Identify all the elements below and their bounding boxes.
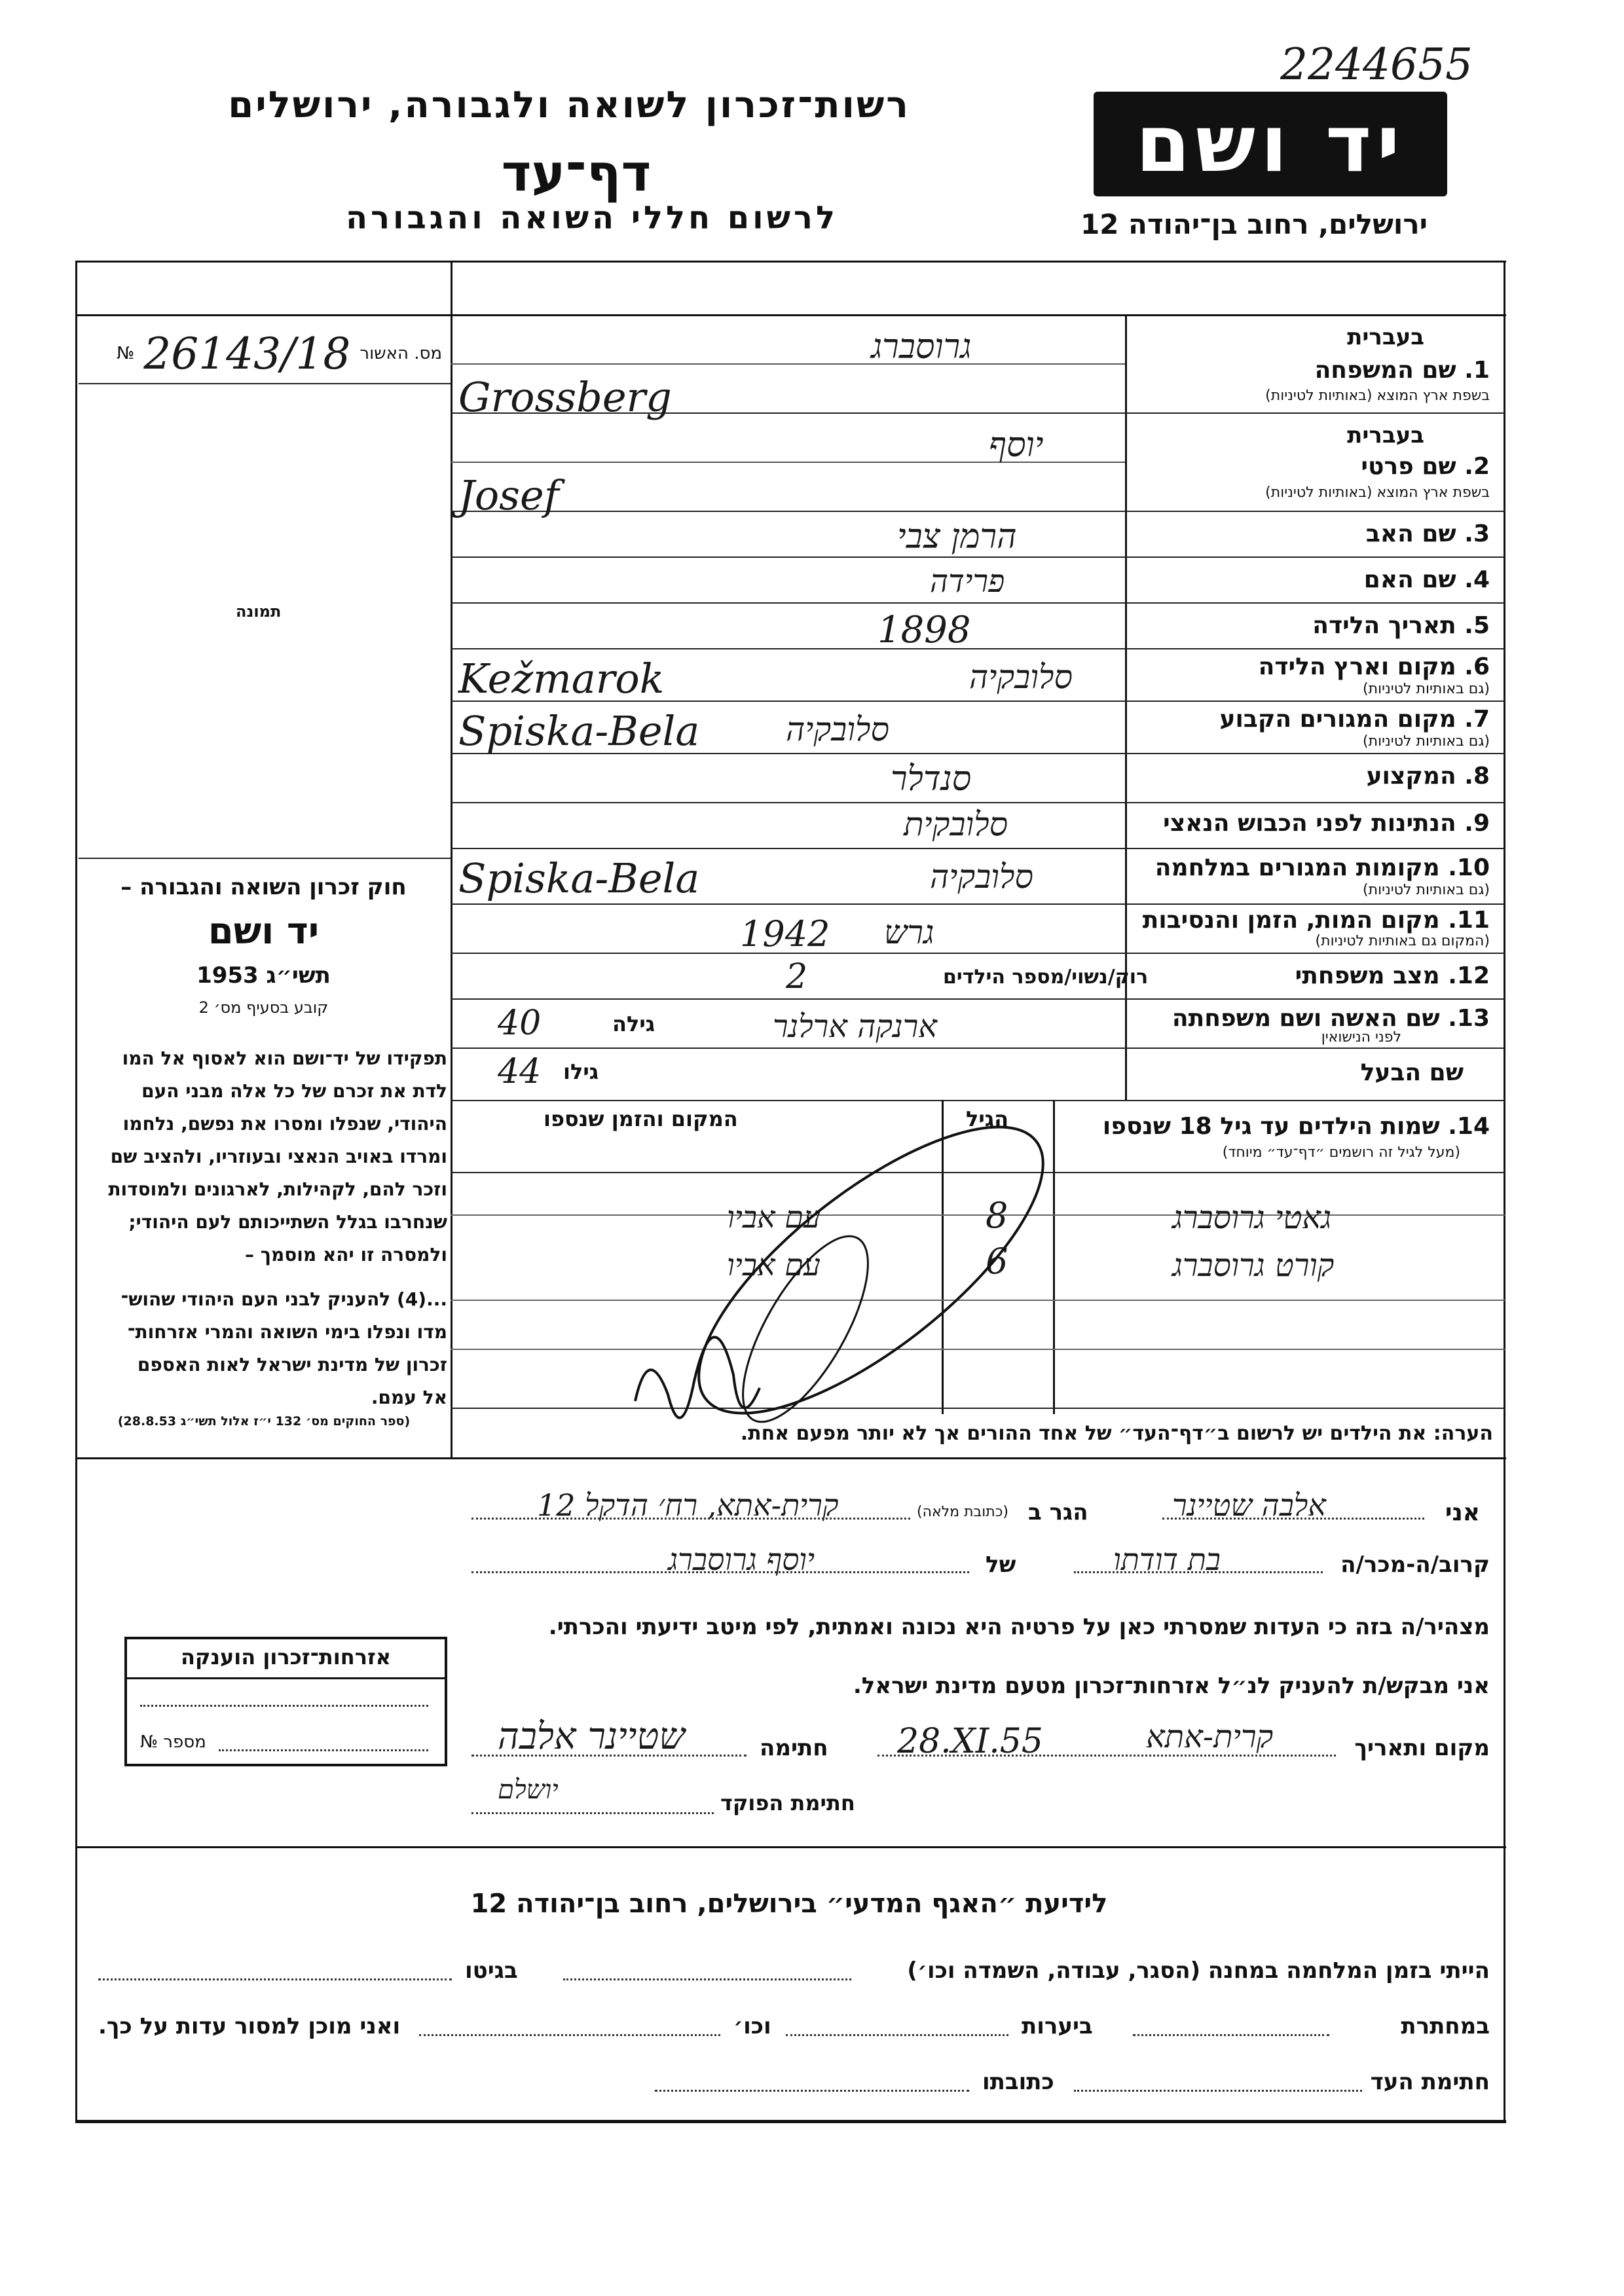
row-10-label-text: מקומות המגורים במלחמה — [1154, 854, 1440, 881]
row-4-num: 4. — [1464, 566, 1490, 593]
officer-line — [471, 1812, 714, 1814]
row-12-label — [1295, 962, 1490, 989]
residence-latin: Spiska-Bela — [458, 707, 700, 755]
row-5-label — [1312, 612, 1490, 639]
row-sep — [451, 903, 1505, 905]
row-5-label-text: תאריך הלידה — [1312, 612, 1456, 639]
witness-address-label: כתובתו — [982, 2069, 1054, 2095]
wife-name: ארנקה ארלנר — [773, 1008, 938, 1045]
row-9-num: 9. — [1464, 810, 1490, 837]
row-2-label-text: שם פרטי — [1361, 453, 1456, 480]
signature-line — [471, 1755, 747, 1757]
citizenship: סלובקית — [904, 805, 1008, 843]
row-sub-sep — [451, 363, 1125, 365]
row-6-sub: (גם באותיות לטיניות) — [1363, 681, 1490, 697]
of-label: של — [986, 1552, 1016, 1578]
place-date-line — [877, 1755, 1336, 1757]
surname-latin: Grossberg — [458, 373, 672, 421]
row-4-label — [1364, 566, 1490, 593]
cert-no-label: מס. האשור — [360, 344, 442, 363]
handwritten-oval — [719, 1218, 892, 1439]
witness-signature-line — [1074, 2090, 1362, 2092]
row-8-num: 8. — [1464, 763, 1490, 790]
children-num: 14. — [1448, 1113, 1490, 1140]
declarant-name: אלבה שטיינר — [1172, 1487, 1326, 1523]
address-hint: (כתובת מלאה) — [917, 1504, 1008, 1520]
child-place: עם אביו — [727, 1247, 821, 1283]
citizenship-number-line — [219, 1749, 428, 1751]
sidebar-divider — [451, 261, 452, 1459]
law-clause: קובע בסעיף מס׳ 2 — [198, 998, 329, 1017]
address-line — [471, 1518, 910, 1520]
row-1-label — [1315, 357, 1490, 384]
row-sep — [451, 848, 1505, 849]
citizenship-box-title: אזרחות־זכרון הוענקה — [127, 1639, 445, 1679]
row-13-label-text: שם האשה ושם משפחתה — [1172, 1005, 1440, 1032]
deceased-name-ref: יוסף גרוסברג — [668, 1542, 815, 1577]
law-text-line: שנחרבו בגלל השתייכותם לעם היהודי; — [128, 1211, 447, 1233]
declaration-statement: מצהיר/ה בזה כי העדות שמסרתי כאן על פרטיה היא נכונה ואמתית, לפי מיטב ידיעתי והכרתי. — [548, 1614, 1490, 1640]
authority-line: רשות־זכרון לשואה ולגבורה, ירושלים — [228, 84, 910, 126]
testimony-statement: ואני מוכן למסור עדות על כך. — [98, 2013, 401, 2039]
row-1-lang: בעברית — [1347, 324, 1424, 350]
declarant-address: קרית-אתא, רח׳ הדקל 12 — [537, 1487, 839, 1523]
law-text-line: לדת את זכרם של כל אלה מבני העם — [141, 1080, 447, 1102]
row-sep — [451, 511, 1505, 512]
date-value: 28.XI.55 — [897, 1722, 1043, 1761]
given-name-hebrew: יוסף — [989, 426, 1044, 465]
row-10-num: 10. — [1448, 854, 1490, 881]
row-sep — [451, 648, 1505, 649]
death-place: גרש — [884, 913, 934, 951]
mother-name: פרידה — [930, 563, 1005, 600]
row-9-label — [1163, 810, 1490, 837]
given-name-latin: Josef — [458, 471, 559, 519]
children-count: 2 — [786, 957, 808, 996]
form-subtitle: לרשום חללי השואה והגבורה — [346, 200, 838, 236]
cert-no-value: 26143/18 — [143, 328, 351, 379]
row-8-label — [1367, 763, 1490, 790]
frame-bottom — [75, 2120, 1506, 2123]
row-11-sub: (המקום גם באותיות לטיניות) — [1315, 933, 1490, 949]
row-11-label-text: מקום המות, הזמן והנסיבות — [1142, 907, 1440, 934]
row-12-num: 12. — [1448, 962, 1490, 989]
form-title: דף־עד — [501, 144, 652, 203]
law-title: חוק זכרון השואה והגבורה – — [120, 874, 407, 900]
row-1-num: 1. — [1464, 357, 1490, 384]
wartime-residence-latin: Spiska-Bela — [458, 854, 700, 902]
marital-status-options: רוק/נשוי/מספר הילדים — [943, 966, 1149, 989]
row-11-label — [1143, 907, 1490, 934]
institution-address: ירושלים, רחוב בן־יהודה 12 — [1080, 208, 1428, 240]
archive-stamp-number: 2244655 — [1280, 39, 1473, 90]
cert-no-underline — [79, 383, 451, 384]
photo-box-bottom — [79, 858, 451, 859]
frame-top-inner — [75, 314, 1506, 316]
row-6-label-text: מקום וארץ הלידה — [1258, 653, 1456, 680]
signature-value: שטיינר אלבה — [498, 1715, 685, 1758]
officer-signature: יושלם — [498, 1775, 559, 1805]
law-text-line: אל עמם. — [371, 1387, 447, 1408]
row-13-sub: לפני הנישואין — [1321, 1029, 1401, 1046]
row-3-label-text: שם האב — [1365, 520, 1456, 547]
footer-top-line — [75, 1846, 1506, 1848]
declarant-name-line — [1162, 1518, 1424, 1520]
father-name: הרמן צבי — [897, 517, 1017, 556]
row-12-label-text: מצב משפחתי — [1295, 962, 1440, 989]
birth-date: 1898 — [877, 609, 971, 651]
row-7-label-text: מקום המגורים הקבוע — [1219, 706, 1456, 733]
citizenship-box-line — [140, 1705, 428, 1707]
law-text-line: תפקידו של יד־ושם הוא לאסוף אל המו — [122, 1048, 447, 1069]
law-text — [84, 1042, 447, 1414]
citizenship-box — [124, 1637, 447, 1766]
law-text-line: ולמסרה זו יהא מוסמך – — [245, 1244, 447, 1266]
etc-label: וכו׳ — [733, 2013, 771, 2039]
row-2-lang: בעברית — [1347, 422, 1424, 448]
profession: סנדלר — [891, 759, 972, 799]
row-10-sub: (גם באותיות לטיניות) — [1363, 882, 1490, 898]
law-text-line: מדו ונפלו בימי השואה והמרי אזרחות־ — [127, 1321, 447, 1343]
etc-line — [419, 2034, 720, 2036]
row-7-sub: (גם באותיות לטיניות) — [1363, 733, 1490, 750]
relation-label: קרוב/ה-מכר/ה — [1340, 1552, 1490, 1578]
underground-line — [1133, 2034, 1329, 2036]
law-year: תשי״ג 1953 — [196, 962, 331, 989]
yad-vashem-logo — [1094, 92, 1447, 196]
row-7-num: 7. — [1464, 706, 1490, 733]
witness-address-line — [655, 2090, 969, 2092]
declaration-request: אני מבקש/ת להעניק לנ״ל אזרחות־זכרון מטעם מדינת ישראל. — [853, 1673, 1490, 1699]
children-note: הערה: את הילדים יש לרשום ב״דף־העד״ של אחד ההורים אך לא יותר מפעם אחת. — [740, 1422, 1493, 1445]
photo-placeholder-label: תמונה — [236, 602, 282, 621]
row-13-label — [1172, 1005, 1490, 1032]
row-7-label — [1220, 706, 1490, 733]
row-9-label-text: הנתינות לפני הכבוש הנאצי — [1163, 810, 1456, 837]
handwritten-scribble — [635, 1337, 760, 1417]
husband-age-label: גילו — [563, 1059, 599, 1084]
child-age: 6 — [986, 1241, 1008, 1282]
row-sep — [451, 556, 1505, 558]
row-2-num: 2. — [1464, 453, 1490, 480]
children-label-text: שמות הילדים עד גיל 18 שנספו — [1102, 1113, 1440, 1140]
logo-text: יד ושם — [1135, 98, 1405, 190]
cert-no-suffix: № — [117, 344, 135, 363]
signature-label: חתימה — [760, 1735, 828, 1761]
place-date-label: מקום ותאריך — [1354, 1735, 1490, 1761]
law-text-line: וזכר להם, לקהילות, לארגונים ולמוסדות — [108, 1178, 447, 1200]
witness-signature-label: חתימת העד — [1370, 2069, 1490, 2095]
residence-hebrew: סלובקיה — [786, 710, 889, 748]
law-text-line: ...(4) להעניק לבני העם היהודי שהוש־ — [120, 1288, 447, 1310]
camp-label: הייתי בזמן המלחמה במחנה (הסגר, עבודה, השמדה וכו׳) — [907, 1958, 1490, 1984]
row-sep — [451, 1100, 1505, 1101]
row-3-num: 3. — [1464, 520, 1490, 547]
certificate-number-row — [85, 328, 442, 379]
law-text-line: ומרדו באויב הנאצי ובעוזריו, ולהציב שם — [110, 1146, 447, 1167]
row-sep — [451, 802, 1505, 803]
declaration-i-label: אני — [1445, 1499, 1480, 1526]
of-line — [471, 1571, 969, 1573]
row-10-label — [1155, 854, 1490, 881]
husband-label: שם הבעל — [1360, 1059, 1464, 1086]
child-name: קורט גרוסברג — [1172, 1247, 1335, 1284]
row-6-label — [1259, 653, 1490, 680]
child-age: 8 — [986, 1195, 1008, 1236]
death-year: 1942 — [740, 913, 830, 955]
row-13-num: 13. — [1448, 1005, 1490, 1032]
birthplace-hebrew: סלובקיה — [969, 658, 1073, 696]
handwritten-ovals — [589, 1113, 1179, 1506]
row-1-sub: בשפת ארץ המוצא (באותיות לטיניות) — [1265, 388, 1490, 404]
wife-age: 40 — [498, 1004, 542, 1043]
law-reference: (ספר החוקים מס׳ 132 י״ז אלול תשי״ג 28.8.53) — [117, 1414, 411, 1429]
handwritten-oval — [657, 1113, 1084, 1461]
ghetto-line — [98, 1978, 452, 1980]
officer-label: חתימת הפוקד — [720, 1791, 855, 1815]
place-value: קרית-אתא — [1146, 1719, 1274, 1755]
wartime-residence-hebrew: סלובקיה — [930, 858, 1033, 896]
row-4-label-text: שם האם — [1363, 566, 1456, 593]
forests-label: ביערות — [1022, 2013, 1093, 2039]
row-1-label-text: שם המשפחה — [1314, 357, 1456, 384]
footer-title: לידיעת ״האגף המדעי״ בירושלים, רחוב בן־יהודה 12 — [470, 1889, 1108, 1919]
husband-age: 44 — [498, 1052, 542, 1091]
underground-label: במחתרת — [1401, 2013, 1490, 2039]
row-11-num: 11. — [1448, 907, 1490, 934]
row-8-label-text: המקצוע — [1366, 763, 1456, 790]
children-place-header: המקום והזמן שנספו — [544, 1106, 738, 1131]
row-6-num: 6. — [1464, 653, 1490, 680]
citizenship-box-number: מספר № — [140, 1732, 206, 1752]
surname-hebrew: גרוסברג — [871, 327, 972, 367]
wife-age-label: גילה — [612, 1011, 655, 1036]
law-name: יד ושם — [208, 910, 320, 953]
frame-left — [75, 261, 77, 2123]
row-3-label — [1366, 520, 1490, 547]
children-sub: (מעל לגיל זה רושמים ״דף־עד״ מיוחד) — [1222, 1144, 1460, 1161]
row-2-label — [1361, 453, 1490, 480]
row-5-num: 5. — [1464, 612, 1490, 639]
row-sep — [451, 998, 1505, 1000]
resides-label: הגר ב — [1028, 1499, 1088, 1525]
birthplace-latin: Kežmarok — [458, 655, 665, 702]
camp-line — [563, 1978, 851, 1980]
relation-value: בת דודתו — [1113, 1542, 1221, 1577]
row-2-sub: בשפת ארץ המוצא (באותיות לטיניות) — [1265, 484, 1490, 501]
relation-line — [1074, 1571, 1323, 1573]
child-place: עם אביו — [727, 1199, 821, 1235]
children-age-header: הגיל — [966, 1106, 1009, 1131]
frame-right — [1504, 261, 1505, 2123]
row-sep — [451, 953, 1505, 954]
law-text-line: היהודי, שנפלו ומסרו את נפשם, נלחמו — [122, 1113, 447, 1135]
forests-line — [786, 2034, 1008, 2036]
row-sep — [451, 602, 1505, 604]
row-sep — [451, 1048, 1505, 1049]
frame-top — [75, 261, 1506, 263]
law-text-line: זכרון של מדינת ישראל לאות האספם — [137, 1354, 447, 1376]
ghetto-label: בגיטו — [465, 1958, 518, 1984]
child-name: גאטי גרוסברג — [1172, 1199, 1332, 1236]
